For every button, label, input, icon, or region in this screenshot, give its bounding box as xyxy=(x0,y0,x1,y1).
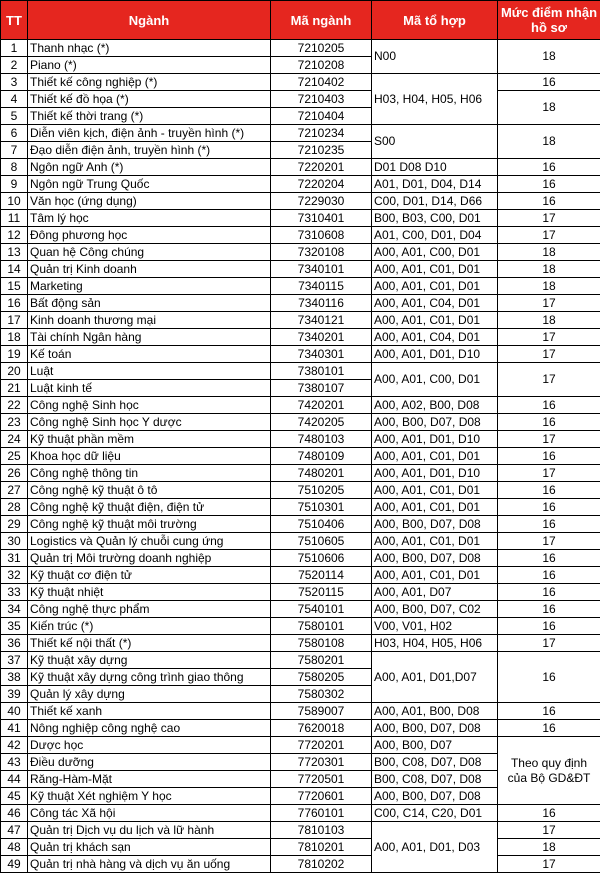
cell-muc-diem: 16 xyxy=(498,448,600,465)
table-row xyxy=(1,822,600,839)
cell-nganh: Marketing xyxy=(28,278,271,295)
cell-ma-to-hop: A01, C00, D01, D04 xyxy=(372,227,498,244)
table-header-row xyxy=(1,1,600,40)
cell-muc-diem: 16 xyxy=(498,703,600,720)
cell-nganh: Logistics và Quản lý chuỗi cung ứng xyxy=(28,533,271,550)
cell-tt: 35 xyxy=(1,618,28,635)
cell-tt: 20 xyxy=(1,363,28,380)
cell-nganh: Công tác Xã hội xyxy=(28,805,271,822)
cell-ma-to-hop: D01 D08 D10 xyxy=(372,159,498,176)
cell-tt: 25 xyxy=(1,448,28,465)
cell-ma-nganh: 7210404 xyxy=(271,108,372,125)
cell-muc-diem: 18 xyxy=(498,40,600,74)
table-body xyxy=(1,40,600,873)
cell-tt: 31 xyxy=(1,550,28,567)
cell-ma-to-hop: A00, A01, C01, D01 xyxy=(372,261,498,278)
cell-muc-diem: 16 xyxy=(498,74,600,91)
cell-ma-nganh: 7340121 xyxy=(271,312,372,329)
cell-ma-nganh: 7210208 xyxy=(271,57,372,74)
table-row xyxy=(1,601,600,618)
cell-nganh: Khoa học dữ liệu xyxy=(28,448,271,465)
table-row xyxy=(1,159,600,176)
cell-muc-diem: 16 xyxy=(498,482,600,499)
cell-tt: 39 xyxy=(1,686,28,703)
cell-tt: 3 xyxy=(1,74,28,91)
table-row xyxy=(1,465,600,482)
cell-nganh: Quản lý xây dựng xyxy=(28,686,271,703)
table-row xyxy=(1,414,600,431)
cell-muc-diem: 18 xyxy=(498,244,600,261)
table-row xyxy=(1,618,600,635)
cell-ma-nganh: 7589007 xyxy=(271,703,372,720)
cell-nganh: Quản trị Môi trường doanh nghiệp xyxy=(28,550,271,567)
cell-ma-to-hop: C00, D01, D14, D66 xyxy=(372,193,498,210)
cell-ma-nganh: 7210402 xyxy=(271,74,372,91)
cell-muc-diem: 16 xyxy=(498,805,600,822)
cell-nganh: Tâm lý học xyxy=(28,210,271,227)
cell-muc-diem: 17 xyxy=(498,822,600,839)
cell-tt: 29 xyxy=(1,516,28,533)
cell-tt: 40 xyxy=(1,703,28,720)
table-row xyxy=(1,482,600,499)
cell-ma-nganh: 7510301 xyxy=(271,499,372,516)
cell-muc-diem: 16 xyxy=(498,567,600,584)
cell-tt: 6 xyxy=(1,125,28,142)
cell-ma-to-hop: N00 xyxy=(372,40,498,74)
cell-tt: 27 xyxy=(1,482,28,499)
header-tt: TT xyxy=(1,1,28,40)
table-row xyxy=(1,516,600,533)
cell-tt: 36 xyxy=(1,635,28,652)
header-ma-nganh: Mã ngành xyxy=(271,1,372,40)
cell-ma-nganh: 7340115 xyxy=(271,278,372,295)
cell-ma-to-hop: A00, B00, D07, C02 xyxy=(372,601,498,618)
cell-tt: 46 xyxy=(1,805,28,822)
cell-tt: 16 xyxy=(1,295,28,312)
cell-ma-nganh: 7229030 xyxy=(271,193,372,210)
table-row xyxy=(1,176,600,193)
cell-ma-nganh: 7520114 xyxy=(271,567,372,584)
cell-ma-to-hop: A00, A01, C01, D01 xyxy=(372,312,498,329)
cell-nganh: Ngôn ngữ Anh (*) xyxy=(28,159,271,176)
cell-nganh: Công nghệ kỹ thuật môi trường xyxy=(28,516,271,533)
cell-ma-to-hop: A00, A01, C04, D01 xyxy=(372,329,498,346)
cell-nganh: Công nghệ kỹ thuật điện, điện tử xyxy=(28,499,271,516)
cell-tt: 15 xyxy=(1,278,28,295)
cell-tt: 49 xyxy=(1,856,28,873)
cell-ma-to-hop: A00, A01, D01, D10 xyxy=(372,431,498,448)
cell-tt: 1 xyxy=(1,40,28,57)
cell-ma-to-hop: A00, A01, C00, D01 xyxy=(372,244,498,261)
cell-ma-nganh: 7510605 xyxy=(271,533,372,550)
table-row xyxy=(1,550,600,567)
table-row xyxy=(1,261,600,278)
cell-nganh: Thiết kế nội thất (*) xyxy=(28,635,271,652)
cell-ma-to-hop: H03, H04, H05, H06 xyxy=(372,635,498,652)
cell-ma-to-hop: C00, C14, C20, D01 xyxy=(372,805,498,822)
cell-tt: 47 xyxy=(1,822,28,839)
table-row xyxy=(1,74,600,91)
cell-muc-diem: 16 xyxy=(498,159,600,176)
cell-nganh: Luật kinh tế xyxy=(28,380,271,397)
cell-muc-diem: 17 xyxy=(498,329,600,346)
cell-muc-diem: 16 xyxy=(498,176,600,193)
cell-nganh: Tài chính Ngân hàng xyxy=(28,329,271,346)
cell-nganh: Quản trị khách sạn xyxy=(28,839,271,856)
cell-muc-diem: 17 xyxy=(498,346,600,363)
table-row xyxy=(1,805,600,822)
cell-ma-nganh: 7210235 xyxy=(271,142,372,159)
cell-ma-nganh: 7620018 xyxy=(271,720,372,737)
cell-ma-nganh: 7340116 xyxy=(271,295,372,312)
cell-nganh: Công nghệ kỹ thuật ô tô xyxy=(28,482,271,499)
cell-muc-diem: 16 xyxy=(498,397,600,414)
cell-muc-diem: 18 xyxy=(498,312,600,329)
cell-ma-nganh: 7520115 xyxy=(271,584,372,601)
cell-ma-to-hop: A00, A01, C04, D01 xyxy=(372,295,498,312)
cell-ma-to-hop: A00, B00, D07, D08 xyxy=(372,788,498,805)
cell-tt: 17 xyxy=(1,312,28,329)
cell-tt: 44 xyxy=(1,771,28,788)
cell-muc-diem: 16 xyxy=(498,193,600,210)
cell-nganh: Đạo diễn điện ảnh, truyền hình (*) xyxy=(28,142,271,159)
cell-nganh: Piano (*) xyxy=(28,57,271,74)
cell-ma-to-hop: A00, A01, D07 xyxy=(372,584,498,601)
table-row xyxy=(1,193,600,210)
cell-tt: 34 xyxy=(1,601,28,618)
cell-ma-nganh: 7810103 xyxy=(271,822,372,839)
table-row xyxy=(1,346,600,363)
cell-nganh: Ngôn ngữ Trung Quốc xyxy=(28,176,271,193)
table-row xyxy=(1,431,600,448)
cell-nganh: Kinh doanh thương mại xyxy=(28,312,271,329)
cell-ma-to-hop: A00, B00, D07, D08 xyxy=(372,550,498,567)
cell-nganh: Kiến trúc (*) xyxy=(28,618,271,635)
table-row xyxy=(1,533,600,550)
cell-muc-diem: 17 xyxy=(498,533,600,550)
cell-muc-diem: 17 xyxy=(498,210,600,227)
cell-muc-diem: 17 xyxy=(498,635,600,652)
cell-tt: 42 xyxy=(1,737,28,754)
cell-tt: 28 xyxy=(1,499,28,516)
cell-nganh: Quản trị nhà hàng và dịch vụ ăn uống xyxy=(28,856,271,873)
cell-tt: 24 xyxy=(1,431,28,448)
cell-ma-nganh: 7340301 xyxy=(271,346,372,363)
cell-ma-to-hop: S00 xyxy=(372,125,498,159)
table-row xyxy=(1,397,600,414)
cell-ma-nganh: 7810201 xyxy=(271,839,372,856)
cell-ma-nganh: 7380107 xyxy=(271,380,372,397)
cell-ma-to-hop: B00, C08, D07, D08 xyxy=(372,754,498,771)
table-row xyxy=(1,363,600,380)
table-row xyxy=(1,499,600,516)
cell-tt: 11 xyxy=(1,210,28,227)
cell-nganh: Quản trị Kinh doanh xyxy=(28,261,271,278)
cell-muc-diem: 18 xyxy=(498,125,600,159)
cell-tt: 23 xyxy=(1,414,28,431)
cell-nganh: Răng-Hàm-Mặt xyxy=(28,771,271,788)
cell-ma-nganh: 7310608 xyxy=(271,227,372,244)
cell-muc-diem: 16 xyxy=(498,499,600,516)
cell-nganh: Công nghệ Sinh học xyxy=(28,397,271,414)
cell-tt: 4 xyxy=(1,91,28,108)
cell-nganh: Văn học (ứng dụng) xyxy=(28,193,271,210)
cell-ma-nganh: 7340201 xyxy=(271,329,372,346)
cell-nganh: Thiết kế xanh xyxy=(28,703,271,720)
table-row xyxy=(1,737,600,754)
cell-ma-nganh: 7540101 xyxy=(271,601,372,618)
cell-nganh: Thiết kế công nghiệp (*) xyxy=(28,74,271,91)
cell-ma-nganh: 7510606 xyxy=(271,550,372,567)
cell-ma-nganh: 7310401 xyxy=(271,210,372,227)
cell-muc-diem: 18 xyxy=(498,278,600,295)
cell-ma-nganh: 7420201 xyxy=(271,397,372,414)
cell-ma-to-hop: A00, A01, D01, D10 xyxy=(372,465,498,482)
cell-ma-nganh: 7220204 xyxy=(271,176,372,193)
cell-nganh: Đông phương học xyxy=(28,227,271,244)
cell-tt: 33 xyxy=(1,584,28,601)
cell-ma-to-hop: A00, A01, D01,D07 xyxy=(372,652,498,703)
cell-ma-to-hop: B00, C08, D07, D08 xyxy=(372,771,498,788)
cell-ma-to-hop: A00, A01, C01, D01 xyxy=(372,499,498,516)
cell-nganh: Quản trị Dịch vụ du lịch và lữ hành xyxy=(28,822,271,839)
cell-ma-nganh: 7760101 xyxy=(271,805,372,822)
cell-nganh: Nông nghiệp công nghệ cao xyxy=(28,720,271,737)
cell-tt: 26 xyxy=(1,465,28,482)
cell-muc-diem: 16 xyxy=(498,618,600,635)
cell-muc-diem: 18 xyxy=(498,261,600,278)
cell-ma-nganh: 7810202 xyxy=(271,856,372,873)
cell-nganh: Kỹ thuật Xét nghiệm Y học xyxy=(28,788,271,805)
cell-ma-nganh: 7210205 xyxy=(271,40,372,57)
cell-tt: 18 xyxy=(1,329,28,346)
cell-ma-nganh: 7320108 xyxy=(271,244,372,261)
cell-muc-diem: 16 xyxy=(498,414,600,431)
cell-ma-to-hop: A00, B00, D07, D08 xyxy=(372,516,498,533)
cell-nganh: Bất động sản xyxy=(28,295,271,312)
cell-ma-nganh: 7480109 xyxy=(271,448,372,465)
table-row xyxy=(1,839,600,856)
cell-muc-diem: 16 xyxy=(498,601,600,618)
cell-tt: 21 xyxy=(1,380,28,397)
cell-ma-to-hop: V00, V01, H02 xyxy=(372,618,498,635)
cell-nganh: Công nghệ Sinh học Y dược xyxy=(28,414,271,431)
cell-tt: 37 xyxy=(1,652,28,669)
cell-ma-to-hop: A00, A01, C01, D01 xyxy=(372,448,498,465)
table-row xyxy=(1,652,600,669)
cell-ma-nganh: 7720301 xyxy=(271,754,372,771)
cell-ma-nganh: 7510205 xyxy=(271,482,372,499)
table-row xyxy=(1,635,600,652)
cell-nganh: Dược học xyxy=(28,737,271,754)
cell-ma-to-hop: H03, H04, H05, H06 xyxy=(372,74,498,125)
cell-muc-diem: 17 xyxy=(498,295,600,312)
cell-muc-diem: 17 xyxy=(498,431,600,448)
cell-nganh: Thiết kế đồ họa (*) xyxy=(28,91,271,108)
cell-muc-diem: 16 xyxy=(498,720,600,737)
cell-tt: 5 xyxy=(1,108,28,125)
table-row xyxy=(1,40,600,57)
cell-ma-to-hop: A00, A01, C01, D01 xyxy=(372,278,498,295)
cell-tt: 48 xyxy=(1,839,28,856)
table-row xyxy=(1,210,600,227)
cell-tt: 8 xyxy=(1,159,28,176)
cell-ma-nganh: 7340101 xyxy=(271,261,372,278)
cell-ma-to-hop: A00, A01, C01, D01 xyxy=(372,567,498,584)
table-row xyxy=(1,448,600,465)
cell-nganh: Kỹ thuật phần mềm xyxy=(28,431,271,448)
header-ma-to-hop: Mã tổ hợp xyxy=(372,1,498,40)
cell-nganh: Kỹ thuật cơ điện tử xyxy=(28,567,271,584)
cell-ma-nganh: 7210234 xyxy=(271,125,372,142)
table-row xyxy=(1,312,600,329)
table-row xyxy=(1,584,600,601)
cell-ma-to-hop: A00, B00, D07, D08 xyxy=(372,414,498,431)
cell-nganh: Quan hệ Công chúng xyxy=(28,244,271,261)
cell-ma-to-hop: A00, B00, D07, D08 xyxy=(372,720,498,737)
table-row xyxy=(1,720,600,737)
cell-ma-nganh: 7720201 xyxy=(271,737,372,754)
cell-nganh: Thanh nhạc (*) xyxy=(28,40,271,57)
cell-ma-to-hop: A00, A01, D01, D03 xyxy=(372,822,498,873)
cell-tt: 2 xyxy=(1,57,28,74)
cell-ma-nganh: 7720601 xyxy=(271,788,372,805)
cell-tt: 14 xyxy=(1,261,28,278)
cell-nganh: Kỹ thuật xây dựng công trình giao thông xyxy=(28,669,271,686)
cell-nganh: Công nghệ thực phẩm xyxy=(28,601,271,618)
cell-muc-diem: 16 xyxy=(498,584,600,601)
cell-muc-diem: 17 xyxy=(498,363,600,397)
cell-ma-nganh: 7210403 xyxy=(271,91,372,108)
cell-tt: 32 xyxy=(1,567,28,584)
table-row xyxy=(1,278,600,295)
cell-nganh: Thiết kế thời trang (*) xyxy=(28,108,271,125)
cell-nganh: Công nghệ thông tin xyxy=(28,465,271,482)
table-row xyxy=(1,567,600,584)
cell-ma-nganh: 7580302 xyxy=(271,686,372,703)
cell-ma-to-hop: A01, D01, D04, D14 xyxy=(372,176,498,193)
cell-tt: 30 xyxy=(1,533,28,550)
cell-tt: 45 xyxy=(1,788,28,805)
cell-ma-nganh: 7420205 xyxy=(271,414,372,431)
cell-tt: 10 xyxy=(1,193,28,210)
cell-ma-nganh: 7580108 xyxy=(271,635,372,652)
cell-tt: 19 xyxy=(1,346,28,363)
cell-ma-to-hop: A00, B00, D07 xyxy=(372,737,498,754)
cell-tt: 41 xyxy=(1,720,28,737)
table-row xyxy=(1,227,600,244)
table-row xyxy=(1,244,600,261)
table-row xyxy=(1,856,600,873)
cell-ma-nganh: 7580101 xyxy=(271,618,372,635)
cell-tt: 7 xyxy=(1,142,28,159)
table-row xyxy=(1,295,600,312)
cell-ma-to-hop: A00, A01, C01, D01 xyxy=(372,533,498,550)
table-row xyxy=(1,125,600,142)
cell-ma-to-hop: A00, A01, C01, D01 xyxy=(372,482,498,499)
cell-nganh: Luật xyxy=(28,363,271,380)
cell-ma-nganh: 7720501 xyxy=(271,771,372,788)
cell-muc-diem: 16 xyxy=(498,550,600,567)
cell-nganh: Kế toán xyxy=(28,346,271,363)
cell-muc-diem: 17 xyxy=(498,227,600,244)
cell-muc-diem: 17 xyxy=(498,465,600,482)
cell-ma-nganh: 7480201 xyxy=(271,465,372,482)
cell-tt: 12 xyxy=(1,227,28,244)
cell-ma-nganh: 7510406 xyxy=(271,516,372,533)
cell-ma-to-hop: A00, A01, B00, D08 xyxy=(372,703,498,720)
cell-ma-nganh: 7580205 xyxy=(271,669,372,686)
cell-ma-nganh: 7380101 xyxy=(271,363,372,380)
cell-nganh: Điều dưỡng xyxy=(28,754,271,771)
table-row xyxy=(1,329,600,346)
cell-muc-diem: Theo quy định của Bộ GD&ĐT xyxy=(498,737,600,805)
cell-ma-nganh: 7220201 xyxy=(271,159,372,176)
cell-muc-diem: 16 xyxy=(498,516,600,533)
table-row xyxy=(1,91,600,108)
cell-muc-diem: 18 xyxy=(498,839,600,856)
cell-ma-nganh: 7580201 xyxy=(271,652,372,669)
table-row xyxy=(1,703,600,720)
cell-ma-to-hop: A00, A02, B00, D08 xyxy=(372,397,498,414)
cell-tt: 43 xyxy=(1,754,28,771)
cell-muc-diem: 17 xyxy=(498,856,600,873)
cell-tt: 9 xyxy=(1,176,28,193)
header-nganh: Ngành xyxy=(28,1,271,40)
cell-ma-to-hop: B00, B03, C00, D01 xyxy=(372,210,498,227)
cell-tt: 38 xyxy=(1,669,28,686)
header-muc-diem: Mức điểm nhận hồ sơ xyxy=(498,1,600,40)
cell-ma-nganh: 7480103 xyxy=(271,431,372,448)
cell-ma-to-hop: A00, A01, D01, D10 xyxy=(372,346,498,363)
cell-nganh: Kỹ thuật nhiệt xyxy=(28,584,271,601)
cell-nganh: Diễn viên kịch, điện ảnh - truyền hình (*) xyxy=(28,125,271,142)
cell-ma-to-hop: A00, A01, C00, D01 xyxy=(372,363,498,397)
cell-tt: 22 xyxy=(1,397,28,414)
cell-muc-diem: 16 xyxy=(498,652,600,703)
cell-muc-diem: 18 xyxy=(498,91,600,125)
cell-nganh: Kỹ thuật xây dựng xyxy=(28,652,271,669)
cell-tt: 13 xyxy=(1,244,28,261)
